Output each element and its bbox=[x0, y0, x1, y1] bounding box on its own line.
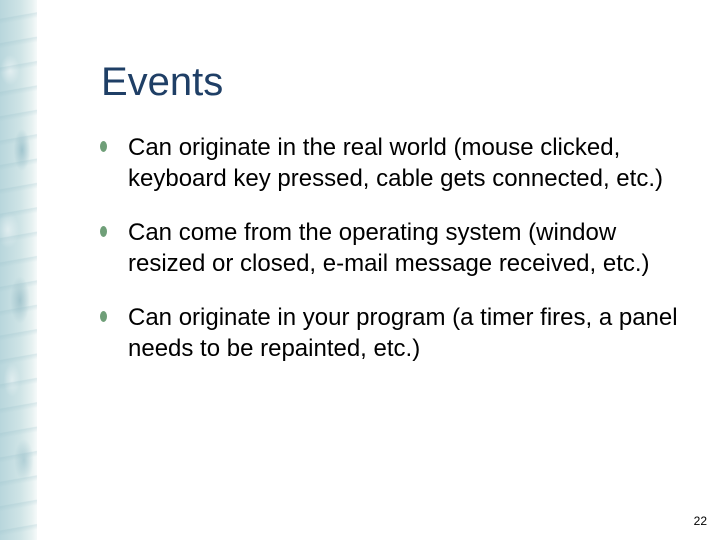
bullet-dot-icon bbox=[100, 141, 107, 152]
page-number: 22 bbox=[693, 514, 707, 528]
decorative-side-band bbox=[0, 0, 37, 540]
bullet-item bbox=[100, 132, 690, 194]
bullet-item bbox=[100, 217, 690, 279]
bullet-dot-icon bbox=[100, 226, 107, 237]
bullet-item bbox=[100, 302, 690, 364]
bullet-dot-icon bbox=[100, 311, 107, 322]
bullet-text: Can originate in the real world (mouse clicked, keyboard key pressed, cable gets connected, etc.) bbox=[128, 134, 663, 192]
bullet-list bbox=[100, 132, 690, 387]
slide-title: Events bbox=[101, 60, 224, 104]
bullet-text: Can come from the operating system (window resized or closed, e-mail message received, etc.) bbox=[128, 219, 650, 277]
bullet-text: Can originate in your program (a timer fires, a panel needs to be repainted, etc.) bbox=[128, 304, 678, 362]
